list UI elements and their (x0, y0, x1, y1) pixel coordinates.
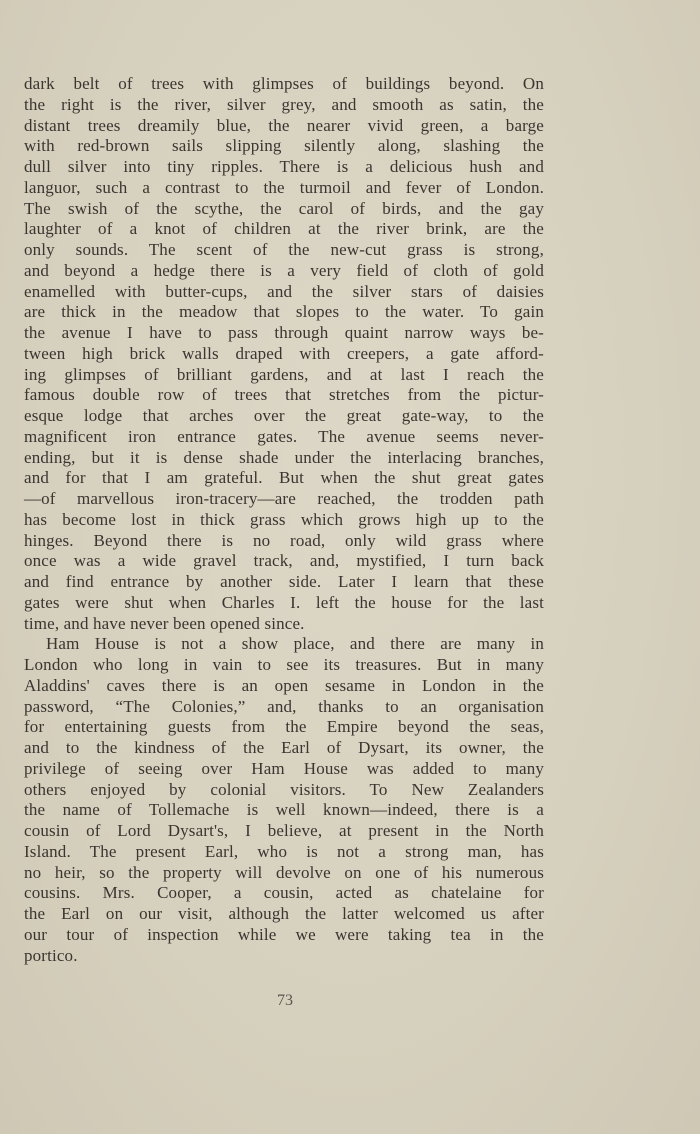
text-line: magnificent iron entrance gates. The avenue seems never- (24, 426, 544, 446)
text-line: our tour of inspection while we were taking tea in the (24, 924, 544, 944)
page-number: 73 (277, 992, 293, 1009)
text-line: privilege of seeing over Ham House was added to many (24, 758, 544, 778)
text-line: gates were shut when Charles I. left the house for the last (24, 592, 544, 612)
text-line: the Earl on our visit, although the latter welcomed us after (24, 904, 544, 923)
text-line: the right is the river, silver grey, and smooth as satin, the (24, 94, 544, 114)
text-line: dull silver into tiny ripples. There is a delicious hush and (24, 157, 544, 176)
text-line: tween high brick walls draped with creepers, a gate afford- (24, 343, 544, 363)
text-line: ending, but it is dense shade under the interlacing branches, (24, 447, 544, 467)
text-line: are thick in the meadow that slopes to the water. To gain (24, 302, 544, 322)
text-line: and beyond a hedge there is a very field of cloth of gold (24, 260, 544, 280)
text-line: dark belt of trees with glimpses of buildings beyond. On (24, 74, 544, 93)
text-line: for entertaining guests from the Empire beyond the seas, (24, 717, 544, 737)
text-line: famous double row of trees that stretches from the pictur- (24, 385, 544, 405)
text-line: ing glimpses of brilliant gardens, and at last I reach the (24, 364, 544, 384)
text-line: portico. (24, 945, 78, 965)
text-line: cousins. Mrs. Cooper, a cousin, acted as chatelaine for (24, 883, 544, 903)
text-line: cousin of Lord Dysart's, I believe, at present in the North (24, 821, 544, 840)
text-line: The swish of the scythe, the carol of birds, and the gay (24, 198, 544, 218)
text-line: Island. The present Earl, who is not a strong man, has (24, 841, 544, 861)
text-line: time, and have never been opened since. (24, 613, 305, 633)
text-line: languor, such a contrast to the turmoil and fever of London. (24, 177, 544, 197)
text-line: once was a wide gravel track, and, mystified, I turn back (24, 551, 544, 571)
text-line: no heir, so the property will devolve on one of his numerous (24, 862, 544, 882)
text-line: —of marvellous iron-tracery—are reached, the trodden path (24, 489, 544, 508)
text-line: the avenue I have to pass through quaint narrow ways be- (24, 323, 544, 342)
text-line: has become lost in thick grass which grows high up to the (24, 509, 544, 529)
text-line: with red-brown sails slipping silently along, slashing the (24, 136, 544, 156)
text-line: and to the kindness of the Earl of Dysart, its owner, the (24, 738, 544, 757)
text-line: London who long in vain to see its treasures. But in many (24, 655, 544, 674)
text-line: the name of Tollemache is well known—indeed, there is a (24, 800, 544, 820)
text-line: others enjoyed by colonial visitors. To New Zealanders (24, 779, 544, 799)
text-line: esque lodge that arches over the great gate-way, to the (24, 406, 544, 425)
body-text (24, 74, 544, 966)
text-line: enamelled with butter-cups, and the silver stars of daisies (24, 281, 544, 301)
text-line: password, “The Colonies,” and, thanks to an organisation (24, 696, 544, 716)
text-line: laughter of a knot of children at the river brink, are the (24, 219, 544, 239)
text-line: hinges. Beyond there is no road, only wild grass where (24, 530, 544, 550)
text-line: Ham House is not a show place, and there are many in (46, 634, 544, 654)
text-line: Aladdins' caves there is an open sesame in London in the (24, 675, 544, 695)
text-line: distant trees dreamily blue, the nearer vivid green, a barge (24, 115, 544, 135)
text-line: and find entrance by another side. Later I learn that these (24, 572, 544, 591)
text-line: and for that I am grateful. But when the shut great gates (24, 468, 544, 488)
text-line: only sounds. The scent of the new-cut grass is strong, (24, 240, 544, 259)
